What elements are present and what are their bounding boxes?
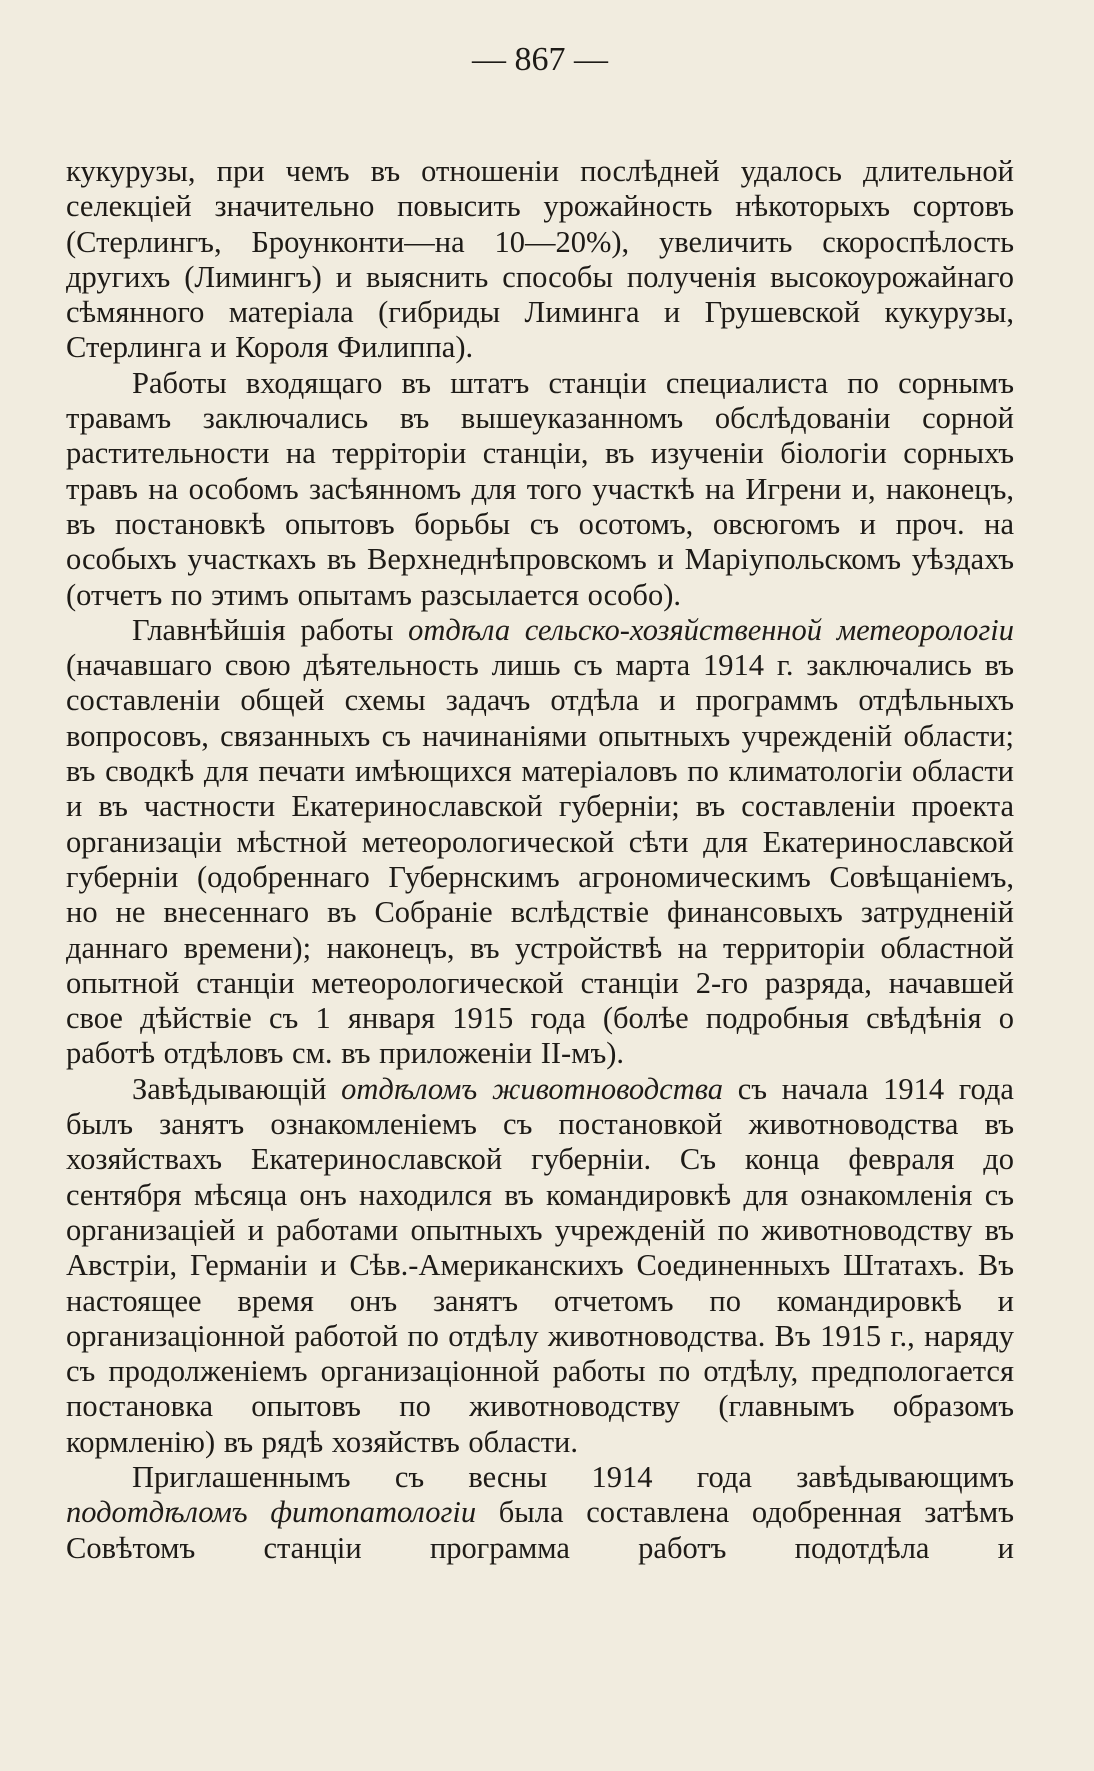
text-segment: съ начала 1914 года былъ занятъ ознакомленiемъ съ постановкой животноводства въ хозяйствахъ Екатеринославской губернiи. Съ конца февраля до сентября мѣсяца онъ находился въ командировкѣ для ознакомленiя съ организацiей и работами опытныхъ учрежденiй по животноводству въ Австрiи, Германiи и Сѣв.-Американскихъ Соединенныхъ Штатахъ. Въ настоящее время онъ занятъ отчетомъ по командировкѣ и организацiонной работой по отдѣлу животноводства. Въ 1915 г., наряду съ продолженiемъ организацiонной работы по отдѣлу, предпологается постановка опытовъ по животноводству (главнымъ образомъ кормленiю) въ рядѣ хозяйствъ области. <box>66 1071 1014 1459</box>
paragraph-phytopathology-subdepartment <box>66 1460 1014 1566</box>
department-name-italic: отдѣломъ животноводства <box>341 1071 724 1106</box>
text-segment: Главнѣйшiя работы <box>132 612 409 647</box>
page-number: — 867 — <box>472 41 608 78</box>
text-segment: Приглашеннымъ съ весны 1914 года завѣдывающимъ <box>132 1459 1014 1494</box>
department-name-italic: подотдѣломъ фитопатологiи <box>66 1495 477 1530</box>
text-segment: кукурузы, при чемъ въ отношенiи послѣдней удалось длительной селекцiей значительно повысить урожайность нѣкоторыхъ сортовъ (Стерлингъ, Броунконти—на 10—20%), увеличить скороспѣлость другихъ (Лимингъ) и выяснить способы полученiя высокоурожайнаго сѣмянного матерiала (гибриды Лиминга и Грушевской кукурузы, Стерлинга и Короля Филиппа). <box>66 154 1014 365</box>
text-segment: Завѣдывающiй <box>132 1071 342 1106</box>
department-name-italic: отдѣла сельско-хозяйственной метеорологiи <box>408 612 1015 647</box>
paragraph-weeds-specialist <box>66 366 1014 613</box>
paragraph-meteorology-department <box>66 613 1014 1072</box>
paragraph-livestock-department <box>66 1072 1014 1460</box>
text-segment: (начавшаго свою дѣятельность лишь съ марта 1914 г. заключались въ составленiи общей схемы задачъ отдѣла и программъ отдѣльныхъ вопросовъ, связанныхъ съ начинанiями опытныхъ учрежденiй области; въ сводкѣ для печати имѣющихся матерiаловъ по климатологiи области и въ частности Екатеринославской губернiи; въ составленiи проекта организацiи мѣстной метеорологической сѣти для Екатеринославской губернiи (одобреннаго Губернскимъ агрономическимъ Совѣщанiемъ, но не внесеннаго въ Собранiе вслѣдствiе финансовыхъ затрудненiй даннаго времени); наконецъ, въ устройствѣ на территорiи областной опытной станцiи метеорологической станцiи 2-го разряда, начавшей свое дѣйствiе съ 1 января 1915 года (болѣе подробныя свѣдѣнiя о работѣ отдѣловъ см. въ приложенiи II-мъ). <box>66 648 1014 1071</box>
text-segment: была составлена одобренная затѣмъ Совѣтомъ станцiи программа работъ подотдѣла и <box>66 1495 1014 1565</box>
text-segment: Работы входящаго въ штатъ станцiи специалиста по сорнымъ травамъ заключались въ вышеуказанномъ обслѣдованiи сорной растительности на террiторiи станцiи, въ изученiи бiологiи сорныхъ травъ на особомъ засѣянномъ для того участкѣ на Игрени и, наконецъ, въ постановкѣ опытовъ борьбы съ осотомъ, овсюгомъ и проч. на особыхъ участкахъ въ Верхнеднѣпровскомъ и Марiупольскомъ уѣздахъ (отчетъ по этимъ опытамъ разсылается особо). <box>66 365 1014 612</box>
paragraph-corn-breeding <box>66 154 1014 366</box>
